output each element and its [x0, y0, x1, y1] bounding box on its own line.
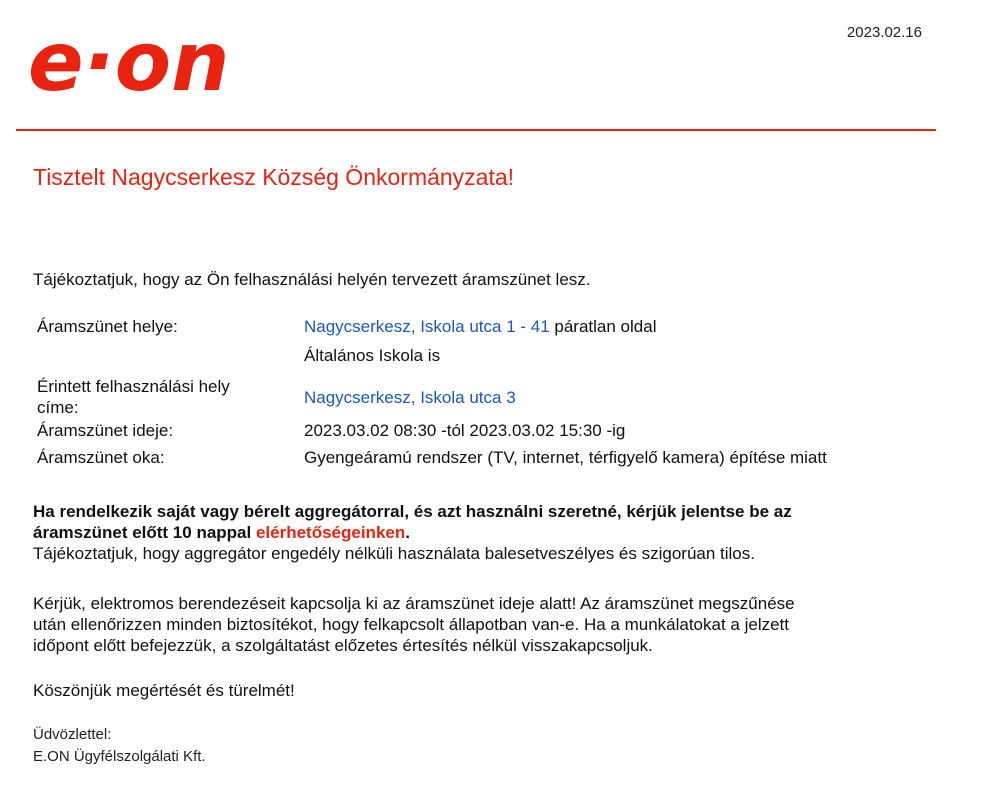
affected-link[interactable]: Nagycserkesz, Iskola utca 3: [304, 388, 516, 407]
eon-logo: [28, 18, 278, 102]
affected-value: [304, 376, 937, 408]
location-suffix: páratlan oldal: [549, 317, 657, 336]
reason-value: Gyengeáramú rendszer (TV, internet, térfigyelő kamera) építése miatt: [304, 448, 827, 467]
location-line: [304, 316, 937, 345]
contacts-link[interactable]: elérhetőségeinken: [255, 523, 406, 542]
instructions-line1: Kérjük, elektromos berendezéseit kapcsolja ki az áramszünet ideje alatt! Az áramszünet megszűnése: [33, 594, 795, 613]
warning-period: .: [405, 523, 410, 542]
location-label: Áramszünet helye:: [37, 317, 178, 336]
warning-line1: Ha rendelkezik saját vagy bérelt aggregátorral, és azt használni szeretné, kérjük jelentse be az: [33, 502, 792, 521]
time-label: Áramszünet ideje:: [37, 421, 174, 440]
signoff-company: E.ON Ügyfélszolgálati Kft.: [33, 748, 206, 765]
detail-row-affected: [37, 376, 937, 420]
instructions-line3: időpont előtt befejezzük, a szolgáltatást előzetes értesítés nélkül visszakapcsoljuk.: [33, 636, 653, 655]
thanks-text: Köszönjük megértését és türelmét!: [33, 681, 295, 700]
warning-note: Tájékoztatjuk, hogy aggregátor engedély nélküli használata balesetveszélyes és szigorúan tilos.: [33, 544, 755, 563]
eon-logo-icon: [28, 18, 278, 102]
aggregator-warning: [33, 501, 933, 564]
header-divider: [16, 129, 936, 131]
instructions-line2: után ellenőrizzen minden biztosítékot, hogy felkapcsolt állapotban van-e. Ha a munkálatokat a jelzett: [33, 615, 790, 634]
intro-text: Tájékoztatjuk, hogy az Ön felhasználási helyén tervezett áramszünet lesz.: [33, 270, 591, 289]
detail-row-time: [37, 420, 937, 447]
affected-label-line1: Érintett felhasználási hely: [37, 377, 230, 396]
salutation-heading: Tisztelt Nagycserkesz Község Önkormányzata!: [33, 164, 515, 190]
outage-details: [37, 314, 937, 474]
letter-date: 2023.02.16: [846, 24, 922, 41]
time-value: 2023.03.02 08:30 -tól 2023.03.02 15:30 -ig: [304, 421, 626, 440]
affected-label: [37, 376, 304, 418]
location-extra: Általános Iskola is: [304, 346, 441, 365]
warning-line2-text: áramszünet előtt 10 nappal: [33, 523, 256, 542]
signoff: [33, 724, 206, 768]
instructions-paragraph: [33, 593, 933, 656]
detail-row-reason: [37, 447, 937, 474]
reason-label: Áramszünet oka:: [37, 448, 165, 467]
detail-row-location: [37, 314, 937, 376]
affected-label-line2: címe:: [37, 398, 79, 417]
warning-line2: [33, 522, 933, 543]
signoff-greeting: Üdvözlettel:: [33, 726, 112, 743]
eon-logo-text: e·on: [28, 18, 230, 102]
location-link[interactable]: Nagycserkesz, Iskola utca 1 - 41: [304, 317, 550, 336]
location-value: [304, 316, 937, 374]
